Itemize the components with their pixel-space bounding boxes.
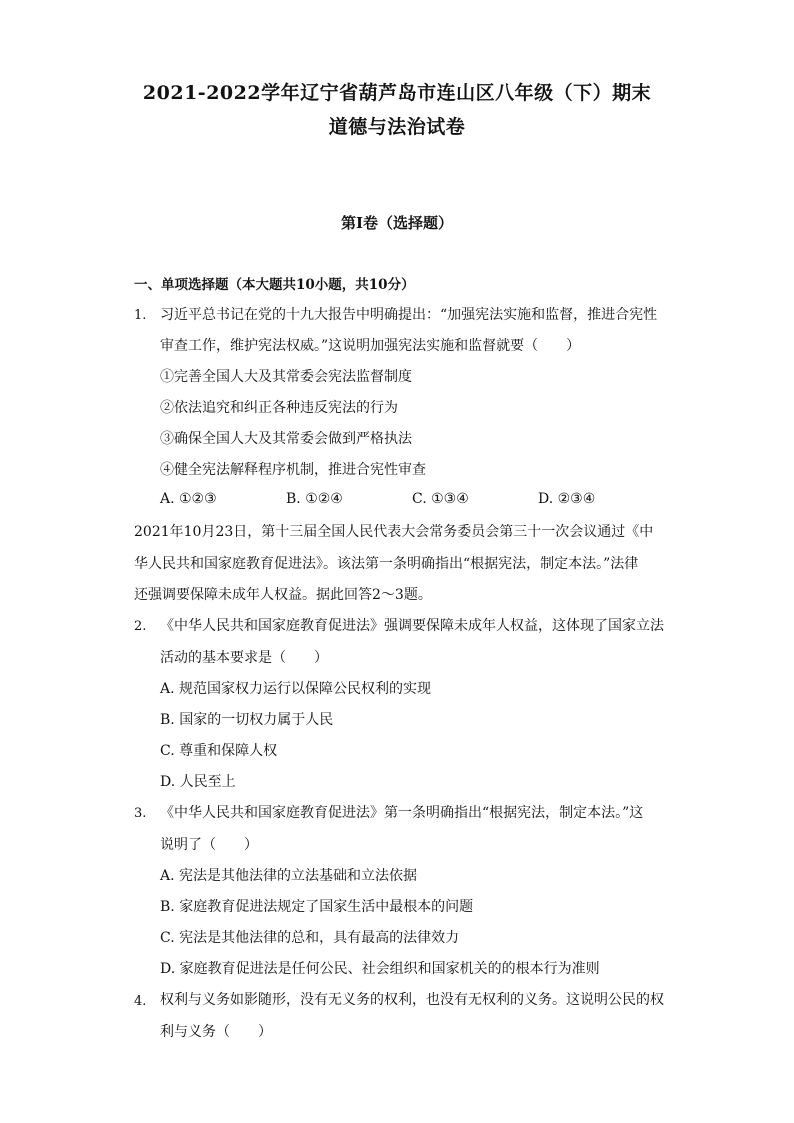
question-1-option-c[interactable]: C. ①③④ bbox=[412, 491, 469, 507]
question-1-item-1: ①完善全国人大及其常委会宪法监督制度 bbox=[160, 369, 412, 385]
material-line2: 华人民共和国家庭教育促进法》。该法第一条明确指出“根据宪法，制定本法。”法律 bbox=[134, 556, 639, 572]
question-3-stem-line1: 《中华人民共和国家庭教育促进法》第一条明确指出“根据宪法，制定本法。”这 bbox=[160, 805, 644, 821]
question-2-option-d[interactable]: D. 人民至上 bbox=[160, 774, 236, 790]
question-2-number: 2. bbox=[134, 619, 147, 634]
question-3-number: 3. bbox=[134, 806, 147, 821]
question-1-options bbox=[160, 491, 640, 511]
exam-title-line2: 道德与法治试卷 bbox=[328, 116, 466, 138]
question-3-option-b[interactable]: B. 家庭教育促进法规定了国家生活中最根本的问题 bbox=[160, 899, 474, 915]
question-1-item-4: ④健全宪法解释程序机制，推进合宪性审查 bbox=[160, 462, 426, 478]
question-2-option-b[interactable]: B. 国家的一切权力属于人民 bbox=[160, 712, 334, 728]
question-1-option-a[interactable]: A. ①②③ bbox=[160, 491, 217, 507]
question-1-stem-line2: 审查工作，维护宪法权威。”这说明加强宪法实施和监督就要（ ） bbox=[160, 338, 581, 354]
question-3-option-c[interactable]: C. 宪法是其他法律的总和，具有最高的法律效力 bbox=[160, 930, 460, 946]
question-3-stem-line2: 说明了（ ） bbox=[160, 837, 258, 853]
question-4-stem-line1: 权利与义务如影随形，没有无义务的权利，也没有无权利的义务。这说明公民的权 bbox=[160, 992, 664, 1008]
volume-heading: 第Ⅰ卷（选择题） bbox=[340, 214, 454, 232]
section-heading: 一、单项选择题（本大题共10小题，共10分） bbox=[134, 277, 415, 293]
question-2-stem-line2: 活动的基本要求是（ ） bbox=[160, 650, 328, 666]
question-1-item-2: ②依法追究和纠正各种违反宪法的行为 bbox=[160, 400, 398, 416]
question-1-stem-line1: 习近平总书记在党的十九大报告中明确提出：“加强宪法实施和监督，推进合宪性 bbox=[160, 307, 658, 323]
question-1-number: 1. bbox=[134, 308, 147, 323]
question-2-stem-line1: 《中华人民共和国家庭教育促进法》强调要保障未成年人权益，这体现了国家立法 bbox=[160, 618, 664, 634]
question-1-option-d[interactable]: D. ②③④ bbox=[538, 491, 596, 507]
question-1-item-3: ③确保全国人大及其常委会做到严格执法 bbox=[160, 431, 412, 447]
question-3-option-d[interactable]: D. 家庭教育促进法是任何公民、社会组织和国家机关的的根本行为准则 bbox=[160, 961, 600, 977]
material-line1: 2021年10月23日，第十三届全国人民代表大会常务委员会第三十一次会议通过《中 bbox=[134, 524, 654, 540]
question-2-option-a[interactable]: A. 规范国家权力运行以保障公民权利的实现 bbox=[160, 681, 432, 697]
question-3-option-a[interactable]: A. 宪法是其他法律的立法基础和立法依据 bbox=[160, 868, 418, 884]
question-2-option-c[interactable]: C. 尊重和保障人权 bbox=[160, 743, 278, 759]
question-4-number: 4. bbox=[134, 994, 147, 1009]
question-1-option-b[interactable]: B. ①②④ bbox=[286, 491, 343, 507]
question-4-stem-line2: 利与义务（ ） bbox=[160, 1024, 272, 1040]
exam-title-line1: 2021-2022学年辽宁省葫芦岛市连山区八年级（下）期末 bbox=[142, 82, 652, 104]
material-line3: 还强调要保障未成年人权益。据此回答2～3题。 bbox=[134, 587, 432, 603]
